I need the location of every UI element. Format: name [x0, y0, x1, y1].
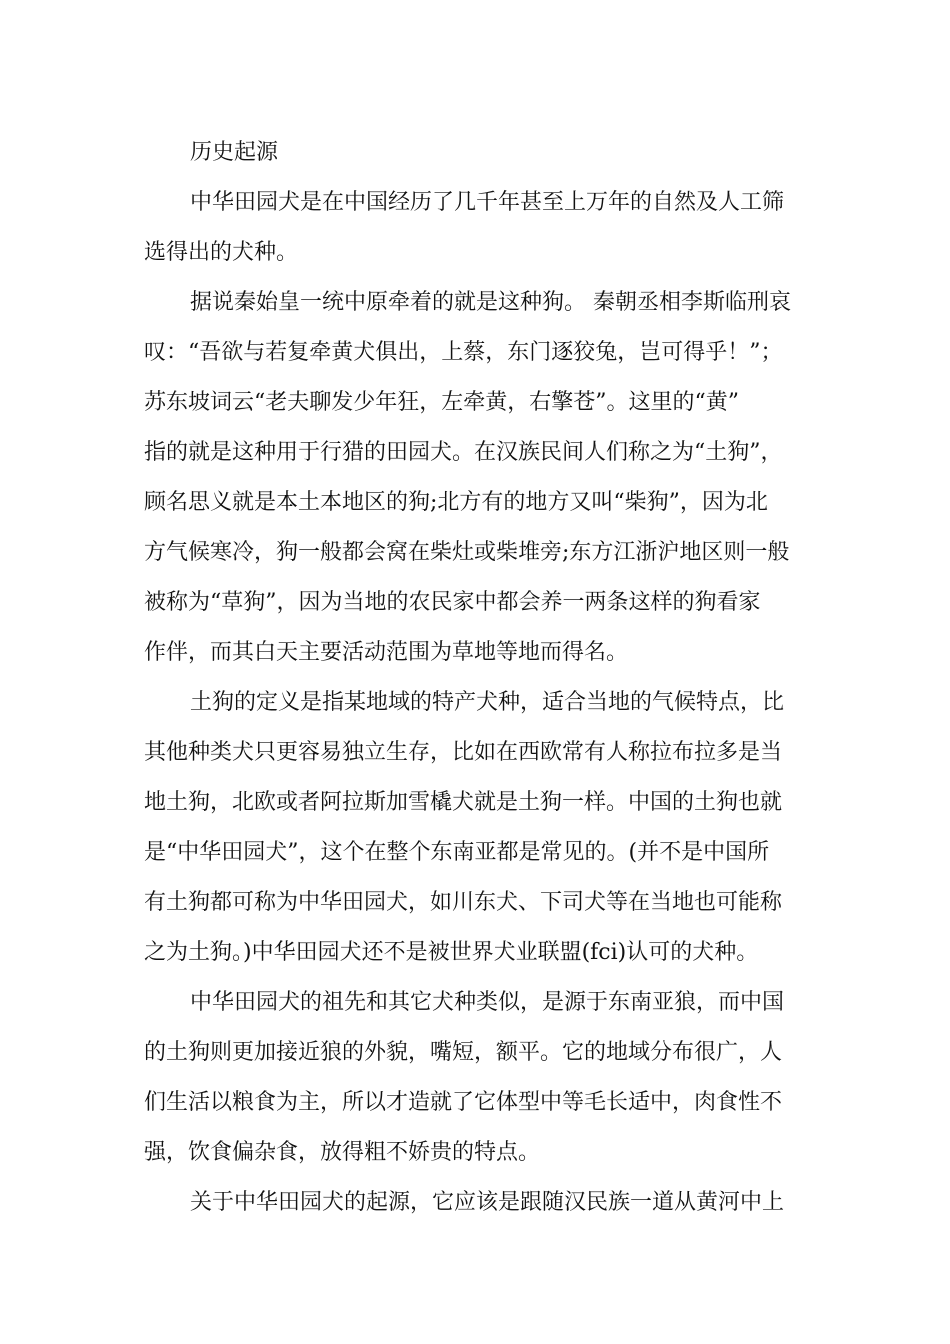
paragraph-line: 其他种类犬只更容易独立生存，比如在西欧常有人称拉布拉多是当 — [144, 740, 783, 765]
paragraph-line: 据说秦始皇一统中原牵着的就是这种狗。 秦朝丞相李斯临刑哀 — [190, 290, 791, 315]
paragraph-line: 中华田园犬是在中国经历了几千年甚至上万年的自然及人工筛 — [190, 190, 785, 215]
paragraph-line: 选得出的犬种。 — [144, 240, 299, 265]
paragraph-line: 关于中华田园犬的起源，它应该是跟随汉民族一道从黄河中上 — [190, 1190, 785, 1215]
paragraph-line: 强，饮食偏杂食，放得粗不娇贵的特点。 — [144, 1140, 541, 1165]
paragraph-line: 是“中华田园犬”，这个在整个东南亚都是常见的。(并不是中国所 — [144, 840, 770, 865]
paragraph-line: 顾名思义就是本土本地区的狗;北方有的地方又叫“柴狗”，因为北 — [144, 490, 768, 515]
paragraph-line: 叹：“吾欲与若复牵黄犬俱出，上蔡，东门逐狡兔，岂可得乎！”； — [144, 340, 783, 365]
paragraph-5 — [144, 1178, 814, 1228]
paragraph-line: 之为土狗。)中华田园犬还不是被世界犬业联盟(fci)认可的犬种。 — [144, 940, 759, 965]
paragraph-line: 地土狗，北欧或者阿拉斯加雪橇犬就是土狗一样。中国的土狗也就 — [144, 790, 783, 815]
paragraph-line: 作伴，而其白天主要活动范围为草地等地而得名。 — [144, 640, 629, 665]
section-heading: 历史起源 — [190, 140, 279, 165]
paragraph-3 — [144, 678, 814, 978]
paragraph-line: 苏东坡词云“老夫聊发少年狂，左牵黄，右擎苍”。这里的“黄” — [144, 390, 739, 415]
document-body — [144, 128, 814, 1228]
paragraph-line: 有土狗都可称为中华田园犬，如川东犬、下司犬等在当地也可能称 — [144, 890, 783, 915]
paragraph-2 — [144, 278, 814, 678]
paragraph-line: 土狗的定义是指某地域的特产犬种，适合当地的气候特点，比 — [190, 690, 785, 715]
paragraph-line: 们生活以粮食为主，所以才造就了它体型中等毛长适中，肉食性不 — [144, 1090, 783, 1115]
paragraph-line: 的土狗则更加接近狼的外貌，嘴短，额平。它的地域分布很广，人 — [144, 1040, 783, 1065]
paragraph-line: 方气候寒冷，狗一般都会窝在柴灶或柴堆旁;东方江浙沪地区则一般 — [144, 540, 790, 565]
paragraph-1 — [144, 178, 814, 278]
paragraph-line: 指的就是这种用于行猎的田园犬。在汉族民间人们称之为“土狗”， — [144, 440, 783, 465]
paragraph-4 — [144, 978, 814, 1178]
paragraph-line: 中华田园犬的祖先和其它犬种类似，是源于东南亚狼，而中国 — [190, 990, 785, 1015]
paragraph-line: 被称为“草狗”，因为当地的农民家中都会养一两条这样的狗看家 — [144, 590, 761, 615]
